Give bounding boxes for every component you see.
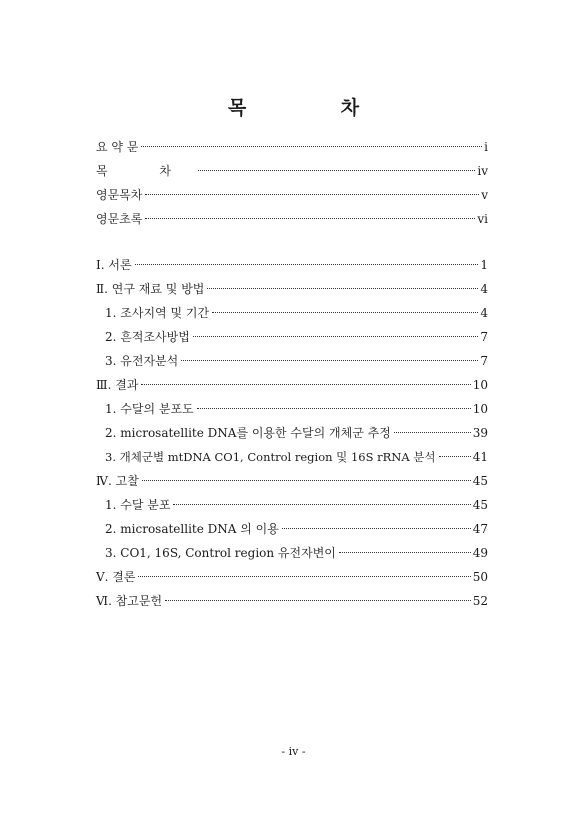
- toc-entry-label: Ⅳ. 고찰: [96, 474, 139, 488]
- toc-entry-english-contents[interactable]: [96, 186, 488, 204]
- toc-entry-page: 47: [472, 522, 488, 536]
- dot-leader: [141, 146, 482, 147]
- dot-leader: [282, 528, 471, 529]
- toc-entry-chapter-1[interactable]: [96, 256, 488, 274]
- toc-entry-page: 41: [472, 450, 488, 464]
- toc-entry-english-abstract[interactable]: [96, 210, 488, 228]
- toc-entry-page: 1: [480, 258, 488, 272]
- dot-leader: [212, 312, 478, 313]
- toc-entry-section-3-2[interactable]: [105, 424, 488, 442]
- toc-entry-page: 39: [472, 426, 488, 440]
- toc-entry-label: 목 차: [96, 164, 195, 178]
- toc-entry-label: 3. 개체군별 mtDNA CO1, Control region 및 16S rRNA 분석: [105, 450, 436, 464]
- dot-leader: [165, 600, 471, 601]
- toc-entry-label: 1. 수달 분포: [105, 498, 171, 512]
- toc-entry-chapter-5[interactable]: [96, 568, 488, 586]
- toc-entry-label: 2. microsatellite DNA를 이용한 수달의 개체군 추정: [105, 426, 391, 440]
- toc-entry-label: Ⅱ. 연구 재료 및 방법: [96, 282, 205, 296]
- toc-entry-page: 7: [480, 354, 488, 368]
- toc-entry-page: 10: [472, 402, 488, 416]
- dot-leader: [394, 432, 471, 433]
- toc-entry-page: 50: [472, 570, 488, 584]
- dot-leader: [173, 504, 470, 505]
- dot-leader: [181, 360, 478, 361]
- dot-leader: [135, 264, 479, 265]
- toc-entry-chapter-2[interactable]: [96, 280, 488, 298]
- dot-leader: [145, 218, 475, 219]
- toc-entry-label: 3. CO1, 16S, Control region 유전자변이: [105, 546, 336, 560]
- toc-entry-contents[interactable]: [96, 162, 488, 180]
- toc-entry-label: 1. 조사지역 및 기간: [105, 306, 210, 320]
- toc-entry-label: Ⅰ. 서론: [96, 258, 132, 272]
- dot-leader: [141, 384, 470, 385]
- toc-entry-label: 3. 유전자분석: [105, 354, 179, 368]
- toc-entry-chapter-3[interactable]: [96, 376, 488, 394]
- toc-entry-label: 1. 수달의 분포도: [105, 402, 194, 416]
- dot-leader: [197, 408, 471, 409]
- toc-entry-page: iv: [477, 164, 488, 178]
- toc-entry-label: Ⅲ. 결과: [96, 378, 139, 392]
- dot-leader: [339, 552, 471, 553]
- page-title: 목 차: [227, 97, 404, 119]
- toc-entry-chapter-6[interactable]: [96, 592, 488, 610]
- toc-entry-page: 45: [472, 474, 488, 488]
- dot-leader: [198, 170, 475, 171]
- toc-entry-section-2-3[interactable]: [105, 352, 488, 370]
- toc-entry-section-4-2[interactable]: [105, 520, 488, 538]
- dot-leader: [207, 288, 478, 289]
- toc-entry-chapter-4[interactable]: [96, 472, 488, 490]
- toc-entry-page: 45: [472, 498, 488, 512]
- toc-entry-label: 영문초록: [96, 212, 143, 226]
- toc-entry-page: 4: [480, 306, 488, 320]
- toc-entry-section-2-2[interactable]: [105, 328, 488, 346]
- toc-entry-page: i: [484, 140, 488, 154]
- toc-entry-page: v: [481, 188, 488, 202]
- dot-leader: [439, 456, 471, 457]
- toc-entry-section-3-3[interactable]: [105, 448, 488, 466]
- toc-entry-label: 2. microsatellite DNA 의 이용: [105, 522, 279, 536]
- toc-entry-section-3-1[interactable]: [105, 400, 488, 418]
- dot-leader: [138, 576, 470, 577]
- dot-leader: [193, 336, 479, 337]
- toc-entry-label: Ⅵ. 참고문헌: [96, 594, 163, 608]
- dot-leader: [142, 480, 471, 481]
- toc-entry-page: 49: [472, 546, 488, 560]
- toc-entry-label: 2. 흔적조사방법: [105, 330, 190, 344]
- toc-entry-label: Ⅴ. 결론: [96, 570, 136, 584]
- toc-entry-summary[interactable]: [96, 138, 488, 156]
- toc-entry-label: 영문목차: [96, 188, 143, 202]
- toc-entry-page: 7: [480, 330, 488, 344]
- toc-entry-page: 10: [472, 378, 488, 392]
- page-number-footer: - iv -: [281, 745, 306, 758]
- toc-entry-page: vi: [477, 212, 488, 226]
- dot-leader: [145, 194, 479, 195]
- toc-entry-page: 52: [472, 594, 488, 608]
- toc-entry-section-4-3[interactable]: [105, 544, 488, 562]
- toc-entry-label: 요 약 문: [96, 140, 139, 154]
- toc-entry-page: 4: [480, 282, 488, 296]
- toc-entry-section-4-1[interactable]: [105, 496, 488, 514]
- toc-entry-section-2-1[interactable]: [105, 304, 488, 322]
